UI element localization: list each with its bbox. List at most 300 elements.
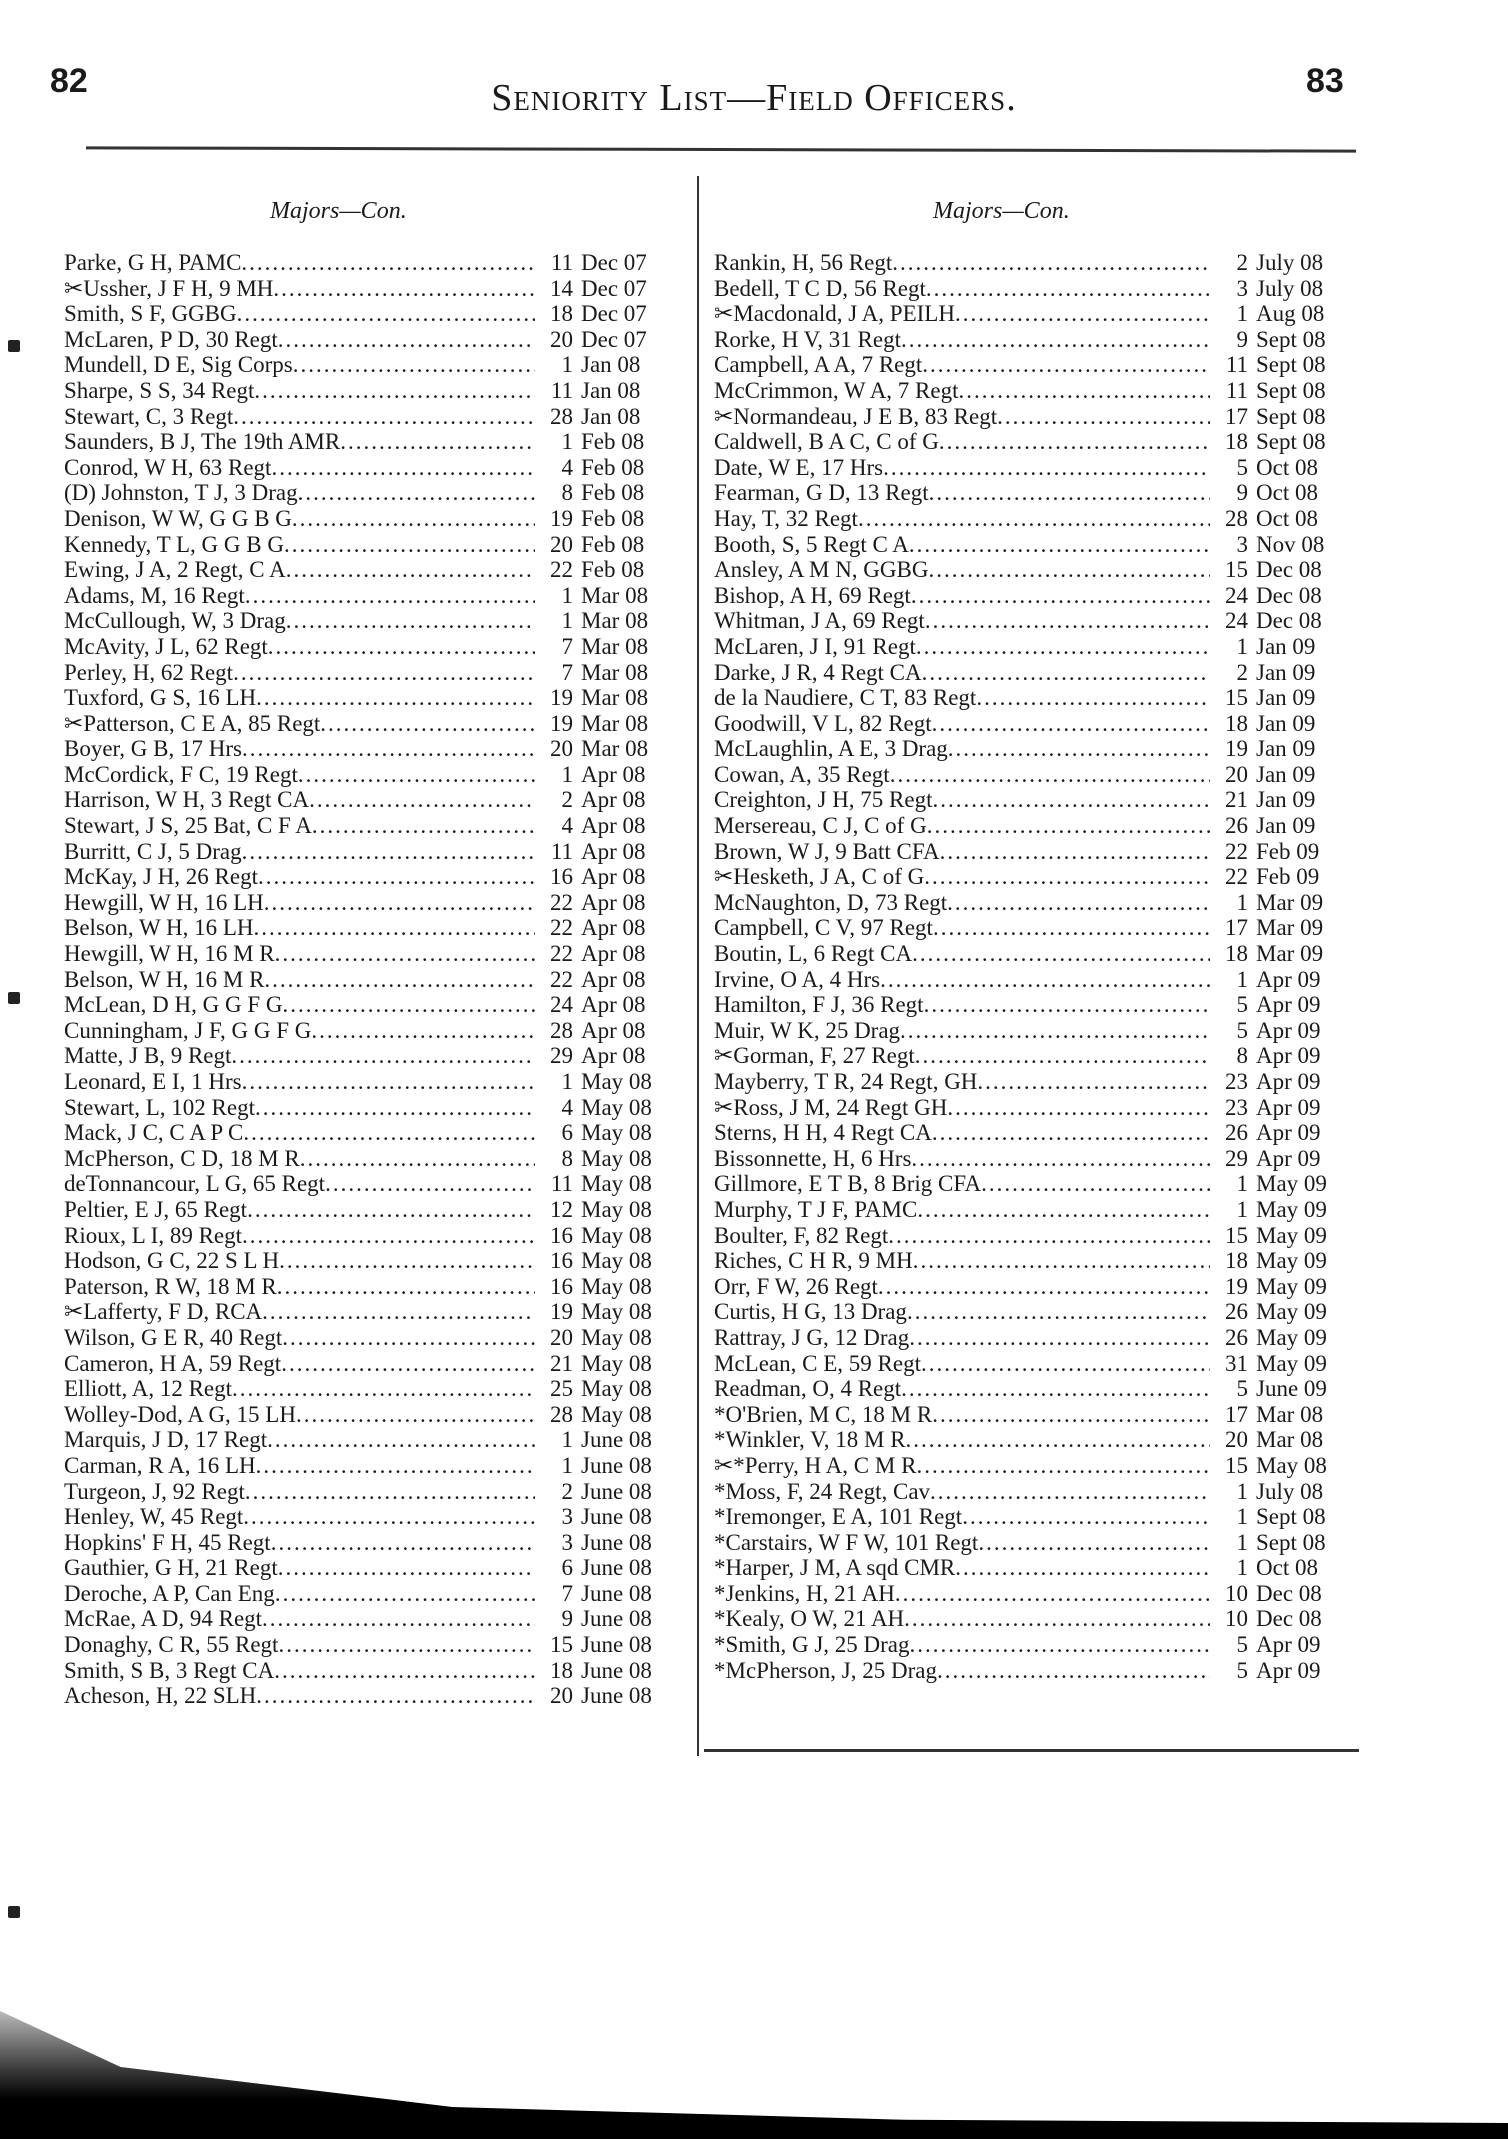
dot-leader bbox=[932, 711, 1210, 737]
list-item bbox=[64, 634, 679, 660]
list-item bbox=[64, 506, 679, 532]
list-item bbox=[714, 1632, 1354, 1658]
right-column-entries bbox=[714, 250, 1354, 1683]
dot-leader bbox=[233, 404, 535, 430]
list-item bbox=[64, 1069, 679, 1095]
dot-leader bbox=[312, 813, 535, 839]
dot-leader bbox=[245, 583, 535, 609]
dot-leader bbox=[274, 1658, 535, 1684]
seniority-day: 8 bbox=[561, 480, 573, 506]
list-item bbox=[64, 301, 679, 327]
seniority-day: 19 bbox=[550, 685, 573, 711]
officer-name: McLaughlin, A E, 3 Drag bbox=[714, 736, 948, 762]
officer-name: ✂Normandeau, J E B, 83 Regt bbox=[714, 403, 998, 429]
seniority-month: Jan 09 bbox=[1256, 813, 1316, 839]
list-item bbox=[714, 762, 1354, 788]
seniority-month: June 08 bbox=[581, 1452, 652, 1478]
seniority-month: Apr 09 bbox=[1256, 1632, 1321, 1658]
seniority-day: 19 bbox=[1225, 1273, 1248, 1299]
officer-name: Henley, W, 45 Regt bbox=[64, 1504, 244, 1530]
seniority-month: Oct 08 bbox=[1256, 505, 1318, 531]
list-item bbox=[64, 1043, 679, 1069]
list-item bbox=[714, 1325, 1354, 1351]
header-rule bbox=[86, 146, 1356, 152]
list-item bbox=[64, 480, 679, 506]
officer-name: Elliott, A, 12 Regt bbox=[64, 1376, 233, 1402]
seniority-day: 5 bbox=[1236, 1632, 1248, 1658]
seniority-day: 17 bbox=[1225, 1401, 1248, 1427]
seniority-day: 2 bbox=[1236, 250, 1248, 275]
seniority-month: June 08 bbox=[581, 1657, 652, 1683]
seniority-month: May 08 bbox=[581, 1401, 652, 1427]
list-item bbox=[64, 1402, 679, 1428]
officer-name: Wolley-Dod, A G, 15 LH bbox=[64, 1401, 296, 1427]
dot-leader bbox=[279, 1248, 535, 1274]
list-item bbox=[64, 762, 679, 788]
dot-leader bbox=[997, 404, 1210, 430]
dot-leader bbox=[933, 787, 1211, 813]
dot-leader bbox=[962, 1504, 1210, 1530]
dot-leader bbox=[878, 1274, 1210, 1300]
list-item bbox=[714, 1658, 1354, 1684]
seniority-month: Feb 08 bbox=[581, 505, 645, 531]
right-column-heading: Majors—Con. bbox=[933, 198, 1070, 224]
officer-name: Riches, C H R, 9 MH bbox=[714, 1248, 913, 1274]
dot-leader bbox=[275, 941, 535, 967]
list-item bbox=[714, 1069, 1354, 1095]
seniority-month: Apr 09 bbox=[1256, 1120, 1321, 1146]
officer-name: Rorke, H V, 31 Regt bbox=[714, 326, 901, 352]
seniority-month: Jan 09 bbox=[1256, 659, 1316, 685]
officer-name: Stewart, C, 3 Regt bbox=[64, 403, 234, 429]
list-item bbox=[714, 992, 1354, 1018]
officer-name: Boulter, F, 82 Regt bbox=[714, 1222, 889, 1248]
dot-leader bbox=[924, 992, 1210, 1018]
list-item bbox=[64, 992, 679, 1018]
dot-leader bbox=[909, 532, 1210, 558]
seniority-month: May 08 bbox=[581, 1273, 652, 1299]
seniority-day: 7 bbox=[561, 1580, 573, 1606]
list-item bbox=[64, 250, 679, 276]
officer-name: McAvity, J L, 62 Regt bbox=[64, 633, 268, 659]
margin-mark bbox=[8, 1906, 20, 1918]
seniority-day: 19 bbox=[550, 710, 573, 736]
list-item bbox=[64, 532, 679, 558]
seniority-day: 28 bbox=[550, 1017, 573, 1043]
seniority-month: Apr 08 bbox=[581, 915, 646, 941]
seniority-day: 22 bbox=[550, 941, 573, 967]
seniority-day: 1 bbox=[1236, 633, 1248, 659]
list-item bbox=[64, 813, 679, 839]
seniority-day: 19 bbox=[550, 505, 573, 531]
officer-name: Belson, W H, 16 LH bbox=[64, 915, 254, 941]
list-item bbox=[714, 532, 1354, 558]
seniority-day: 1 bbox=[561, 1069, 573, 1094]
seniority-day: 17 bbox=[1225, 915, 1248, 941]
seniority-month: Mar 08 bbox=[581, 685, 649, 711]
officer-name: Hodson, G C, 22 S L H bbox=[64, 1248, 280, 1274]
officer-name: Matte, J B, 9 Regt bbox=[64, 1043, 232, 1069]
seniority-day: 21 bbox=[1225, 787, 1248, 813]
officer-name: Gauthier, G H, 21 Regt bbox=[64, 1555, 278, 1581]
officer-name: Marquis, J D, 17 Regt bbox=[64, 1427, 268, 1453]
list-item bbox=[64, 1504, 679, 1530]
seniority-day: 3 bbox=[1236, 531, 1248, 557]
seniority-month: Apr 09 bbox=[1256, 992, 1321, 1018]
seniority-day: 18 bbox=[550, 1657, 573, 1683]
dot-leader bbox=[981, 1171, 1210, 1197]
seniority-day: 20 bbox=[550, 1324, 573, 1350]
officer-name: Ewing, J A, 2 Regt, C A bbox=[64, 557, 286, 583]
dot-leader bbox=[858, 506, 1210, 532]
dot-leader bbox=[924, 864, 1210, 890]
officer-name: ✂*Perry, H A, C M R bbox=[714, 1452, 917, 1478]
seniority-month: July 08 bbox=[1256, 1478, 1324, 1504]
footer-rule bbox=[704, 1749, 1359, 1752]
list-item bbox=[714, 890, 1354, 916]
seniority-day: 5 bbox=[1236, 1017, 1248, 1043]
seniority-day: 26 bbox=[1225, 1324, 1248, 1350]
seniority-day: 11 bbox=[550, 838, 573, 864]
seniority-month: June 08 bbox=[581, 1606, 652, 1632]
officer-name: Hewgill, W H, 16 LH bbox=[64, 889, 264, 915]
list-item bbox=[64, 1530, 679, 1556]
seniority-day: 5 bbox=[1236, 454, 1248, 480]
seniority-day: 16 bbox=[550, 864, 573, 890]
dot-leader bbox=[912, 941, 1210, 967]
officer-name: Leonard, E I, 1 Hrs bbox=[64, 1069, 242, 1094]
dot-leader bbox=[932, 1120, 1210, 1146]
seniority-day: 15 bbox=[550, 1632, 573, 1658]
seniority-month: Jan 09 bbox=[1256, 787, 1316, 813]
officer-name: Booth, S, 5 Regt C A bbox=[714, 531, 909, 557]
dot-leader bbox=[916, 634, 1210, 660]
dot-leader bbox=[917, 1197, 1210, 1223]
list-item bbox=[714, 634, 1354, 660]
dot-leader bbox=[922, 352, 1210, 378]
officer-name: Irvine, O A, 4 Hrs bbox=[714, 966, 881, 992]
officer-name: Saunders, B J, The 19th AMR bbox=[64, 429, 341, 455]
list-item bbox=[714, 1504, 1354, 1530]
seniority-month: Apr 09 bbox=[1256, 1657, 1321, 1683]
officer-name: Muir, W K, 25 Drag bbox=[714, 1017, 901, 1043]
list-item bbox=[714, 1018, 1354, 1044]
seniority-day: 10 bbox=[1225, 1606, 1248, 1632]
seniority-month: June 09 bbox=[1256, 1376, 1327, 1402]
list-item bbox=[714, 557, 1354, 583]
list-item bbox=[64, 583, 679, 609]
officer-name: Smith, S F, GGBG bbox=[64, 301, 237, 327]
seniority-month: Sept 08 bbox=[1256, 377, 1326, 403]
list-item bbox=[64, 1018, 679, 1044]
dot-leader bbox=[925, 608, 1210, 634]
dot-leader bbox=[916, 1453, 1210, 1479]
seniority-month: Apr 08 bbox=[581, 761, 646, 787]
dot-leader bbox=[300, 1146, 535, 1172]
dot-leader bbox=[256, 1453, 535, 1479]
seniority-day: 20 bbox=[1225, 1427, 1248, 1453]
seniority-day: 1 bbox=[561, 761, 573, 787]
dot-leader bbox=[255, 1095, 535, 1121]
seniority-day: 2 bbox=[561, 1478, 573, 1504]
officer-name: Carman, R A, 16 LH bbox=[64, 1452, 256, 1478]
list-item bbox=[714, 1376, 1354, 1402]
list-item bbox=[64, 352, 679, 378]
dot-leader bbox=[241, 250, 535, 276]
officer-name: Hopkins' F H, 45 Regt bbox=[64, 1529, 271, 1555]
seniority-month: Apr 09 bbox=[1256, 1069, 1321, 1094]
seniority-day: 18 bbox=[1225, 710, 1248, 736]
dot-leader bbox=[273, 276, 535, 302]
dot-leader bbox=[955, 301, 1210, 327]
officer-name: Mayberry, T R, 24 Regt, GH bbox=[714, 1069, 978, 1094]
seniority-month: Apr 08 bbox=[581, 864, 646, 890]
seniority-day: 6 bbox=[561, 1120, 573, 1146]
officer-name: *Iremonger, E A, 101 Regt bbox=[714, 1504, 963, 1530]
seniority-day: 3 bbox=[561, 1504, 573, 1530]
seniority-month: Apr 09 bbox=[1256, 1094, 1321, 1120]
list-item bbox=[714, 250, 1354, 276]
list-item bbox=[714, 1453, 1354, 1479]
dot-leader bbox=[286, 557, 535, 583]
list-item bbox=[64, 839, 679, 865]
seniority-month: Sept 08 bbox=[1256, 352, 1326, 378]
seniority-month: Nov 08 bbox=[1256, 531, 1325, 557]
seniority-month: Oct 08 bbox=[1256, 480, 1318, 506]
list-item bbox=[64, 1658, 679, 1684]
seniority-day: 15 bbox=[1225, 685, 1248, 711]
list-item bbox=[714, 1555, 1354, 1581]
list-item bbox=[714, 660, 1354, 686]
seniority-day: 24 bbox=[1225, 582, 1248, 608]
officer-name: ✂Patterson, C E A, 85 Regt bbox=[64, 710, 321, 736]
seniority-month: May 09 bbox=[1256, 1273, 1327, 1299]
officer-name: Murphy, T J F, PAMC bbox=[714, 1196, 918, 1222]
seniority-month: Mar 08 bbox=[581, 633, 649, 659]
list-item bbox=[714, 1197, 1354, 1223]
list-item bbox=[714, 1299, 1354, 1325]
seniority-day: 11 bbox=[550, 250, 573, 275]
seniority-day: 28 bbox=[550, 1401, 573, 1427]
seniority-month: May 08 bbox=[581, 1145, 652, 1171]
officer-name: McCrimmon, W A, 7 Regt bbox=[714, 377, 959, 403]
seniority-day: 11 bbox=[1225, 352, 1248, 378]
seniority-month: May 09 bbox=[1256, 1299, 1327, 1325]
seniority-month: June 08 bbox=[581, 1580, 652, 1606]
seniority-day: 16 bbox=[550, 1273, 573, 1299]
seniority-month: Sept 08 bbox=[1256, 1504, 1326, 1530]
seniority-day: 26 bbox=[1225, 1120, 1248, 1146]
list-item bbox=[64, 967, 679, 993]
seniority-month: May 09 bbox=[1256, 1222, 1327, 1248]
seniority-day: 17 bbox=[1225, 403, 1248, 429]
seniority-month: Mar 08 bbox=[581, 710, 649, 736]
seniority-month: June 08 bbox=[581, 1504, 652, 1530]
dot-leader bbox=[955, 1555, 1210, 1581]
seniority-day: 15 bbox=[1225, 557, 1248, 583]
officer-name: Adams, M, 16 Regt bbox=[64, 582, 245, 608]
seniority-day: 26 bbox=[1225, 1299, 1248, 1325]
officer-name: *Winkler, V, 18 M R bbox=[714, 1427, 906, 1453]
seniority-day: 1 bbox=[1236, 889, 1248, 915]
dot-leader bbox=[883, 455, 1210, 481]
seniority-month: May 09 bbox=[1256, 1350, 1327, 1376]
seniority-month: Feb 09 bbox=[1256, 838, 1320, 864]
officer-name: Bishop, A H, 69 Regt bbox=[714, 582, 911, 608]
seniority-day: 19 bbox=[550, 1299, 573, 1325]
seniority-day: 1 bbox=[561, 582, 573, 608]
seniority-month: Mar 09 bbox=[1256, 941, 1324, 967]
dot-leader bbox=[932, 1402, 1210, 1428]
dot-leader bbox=[298, 480, 535, 506]
dot-leader bbox=[277, 1274, 535, 1300]
officer-name: McLaren, P D, 30 Regt bbox=[64, 326, 278, 352]
seniority-month: June 08 bbox=[581, 1632, 652, 1658]
seniority-month: May 08 bbox=[581, 1299, 652, 1325]
officer-name: Campbell, C V, 97 Regt bbox=[714, 915, 933, 941]
list-item bbox=[64, 1171, 679, 1197]
list-item bbox=[714, 1248, 1354, 1274]
list-item bbox=[714, 685, 1354, 711]
list-item bbox=[64, 608, 679, 634]
list-item bbox=[64, 1632, 679, 1658]
dot-leader bbox=[929, 480, 1210, 506]
seniority-day: 7 bbox=[561, 633, 573, 659]
dot-leader bbox=[242, 1223, 535, 1249]
dot-leader bbox=[978, 1530, 1210, 1556]
dot-leader bbox=[271, 455, 535, 481]
officer-name: Harrison, W H, 3 Regt CA bbox=[64, 787, 310, 813]
dot-leader bbox=[286, 608, 535, 634]
list-item bbox=[64, 1120, 679, 1146]
list-item bbox=[64, 1274, 679, 1300]
dot-leader bbox=[922, 660, 1210, 686]
seniority-day: 23 bbox=[1225, 1069, 1248, 1094]
list-item bbox=[714, 813, 1354, 839]
margin-mark bbox=[8, 992, 20, 1004]
dot-leader bbox=[311, 1018, 535, 1044]
dot-leader bbox=[890, 762, 1210, 788]
officer-name: Darke, J R, 4 Regt CA bbox=[714, 659, 922, 685]
officer-name: Peltier, E J, 65 Regt bbox=[64, 1196, 248, 1222]
dot-leader bbox=[282, 1325, 535, 1351]
seniority-month: May 08 bbox=[581, 1094, 652, 1120]
officer-name: ✂Hesketh, J A, C of G bbox=[714, 864, 925, 890]
seniority-day: 1 bbox=[1236, 1196, 1248, 1222]
seniority-day: 22 bbox=[550, 966, 573, 992]
seniority-day: 8 bbox=[561, 1145, 573, 1171]
officer-name: Perley, H, 62 Regt bbox=[64, 659, 234, 685]
officer-name: Gillmore, E T B, 8 Brig CFA bbox=[714, 1171, 982, 1197]
list-item bbox=[714, 352, 1354, 378]
dot-leader bbox=[233, 660, 535, 686]
officer-name: Whitman, J A, 69 Regt bbox=[714, 608, 925, 634]
officer-name: McNaughton, D, 73 Regt bbox=[714, 889, 948, 915]
seniority-month: May 08 bbox=[581, 1376, 652, 1402]
list-item bbox=[714, 711, 1354, 737]
page-title: Seniority List—Field Officers. bbox=[491, 77, 1017, 119]
list-item bbox=[64, 1146, 679, 1172]
list-item bbox=[64, 787, 679, 813]
dot-leader bbox=[254, 915, 535, 941]
dot-leader bbox=[242, 839, 535, 865]
officer-name: ✂Gorman, F, 27 Regt bbox=[714, 1043, 915, 1069]
seniority-month: Apr 09 bbox=[1256, 966, 1321, 992]
column-divider bbox=[697, 176, 699, 1756]
seniority-month: Feb 08 bbox=[581, 480, 645, 506]
seniority-month: Mar 08 bbox=[581, 582, 649, 608]
list-item bbox=[64, 1479, 679, 1505]
officer-name: Mersereau, C J, C of G bbox=[714, 813, 927, 839]
list-item bbox=[64, 455, 679, 481]
list-item bbox=[714, 1402, 1354, 1428]
seniority-month: Feb 08 bbox=[581, 531, 645, 557]
seniority-day: 1 bbox=[1236, 1555, 1248, 1581]
officer-name: Campbell, A A, 7 Regt bbox=[714, 352, 923, 378]
seniority-month: Jan 09 bbox=[1256, 710, 1316, 736]
seniority-month: Jan 08 bbox=[581, 403, 641, 429]
officer-name: Caldwell, B A C, C of G bbox=[714, 429, 939, 455]
seniority-month: Mar 08 bbox=[581, 659, 649, 685]
dot-leader bbox=[262, 1299, 535, 1325]
dot-leader bbox=[888, 1223, 1210, 1249]
officer-name: Mundell, D E, Sig Corps bbox=[64, 352, 293, 378]
seniority-day: 20 bbox=[550, 736, 573, 762]
list-item bbox=[714, 1427, 1354, 1453]
dot-leader bbox=[880, 967, 1210, 993]
margin-mark bbox=[8, 340, 20, 352]
officer-name: McLean, C E, 59 Regt bbox=[714, 1350, 921, 1376]
officer-name: Rioux, L I, 89 Regt bbox=[64, 1222, 243, 1248]
dot-leader bbox=[977, 1069, 1210, 1095]
list-item bbox=[714, 1351, 1354, 1377]
list-item bbox=[64, 1351, 679, 1377]
seniority-month: May 08 bbox=[581, 1222, 652, 1248]
seniority-day: 7 bbox=[561, 659, 573, 685]
dot-leader bbox=[282, 992, 535, 1018]
dot-leader bbox=[271, 1530, 535, 1556]
list-item bbox=[714, 839, 1354, 865]
officer-name: *Smith, G J, 25 Drag bbox=[714, 1632, 910, 1658]
seniority-day: 24 bbox=[550, 992, 573, 1018]
dot-leader bbox=[242, 1069, 535, 1095]
dot-leader bbox=[264, 967, 535, 993]
officer-name: Hay, T, 32 Regt bbox=[714, 505, 858, 531]
list-item bbox=[714, 1043, 1354, 1069]
list-item bbox=[714, 1479, 1354, 1505]
seniority-day: 18 bbox=[550, 301, 573, 327]
dot-leader bbox=[242, 736, 535, 762]
seniority-day: 1 bbox=[1236, 1171, 1248, 1197]
list-item bbox=[64, 1581, 679, 1607]
seniority-month: Apr 09 bbox=[1256, 1043, 1321, 1069]
seniority-day: 29 bbox=[550, 1043, 573, 1069]
officer-name: Readman, O, 4 Regt bbox=[714, 1376, 902, 1402]
list-item bbox=[64, 1453, 679, 1479]
officer-name: Date, W E, 17 Hrs bbox=[714, 454, 884, 480]
officer-name: Sharpe, S S, 34 Regt bbox=[64, 377, 255, 403]
officer-name: Cunningham, J F, G G F G bbox=[64, 1017, 312, 1043]
dot-leader bbox=[231, 1043, 535, 1069]
seniority-month: Sept 08 bbox=[1256, 403, 1326, 429]
officer-name: McLaren, J I, 91 Regt bbox=[714, 633, 916, 659]
seniority-day: 19 bbox=[1225, 736, 1248, 762]
officer-name: Ansley, A M N, GGBG bbox=[714, 557, 929, 583]
seniority-month: Apr 08 bbox=[581, 889, 646, 915]
seniority-day: 2 bbox=[1236, 659, 1248, 685]
officer-name: McPherson, C D, 18 M R bbox=[64, 1145, 300, 1171]
officer-name: McKay, J H, 26 Regt bbox=[64, 864, 258, 890]
